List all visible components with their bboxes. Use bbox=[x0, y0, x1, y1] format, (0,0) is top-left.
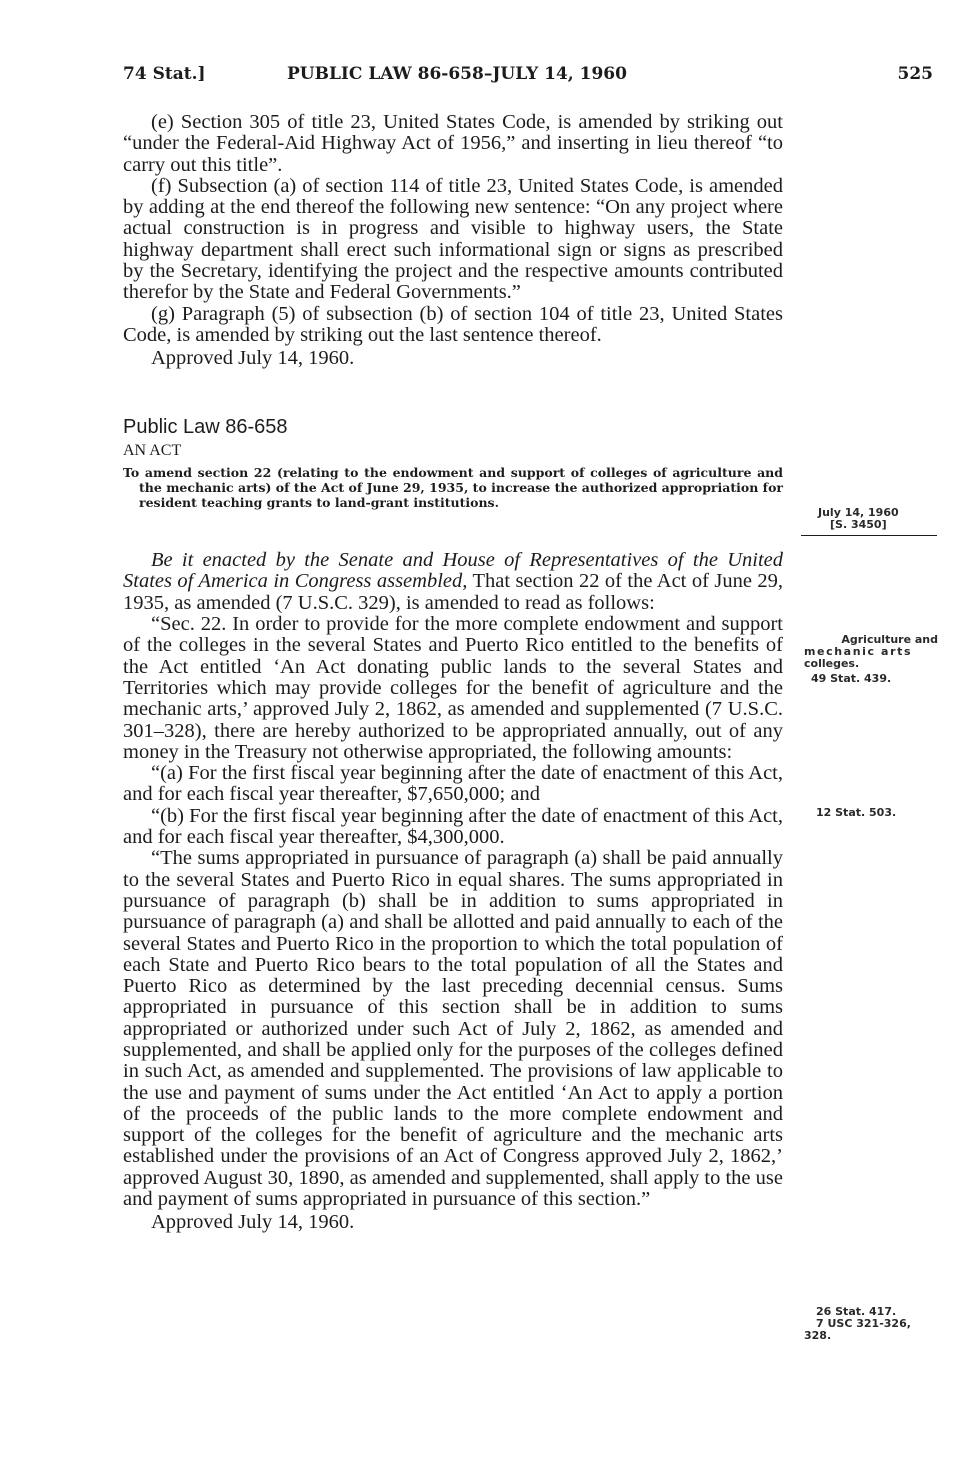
paragraph-f: (f) Subsection (a) of section 114 of title 23, United States Code, is amended by adding at the end thereof the following new sentence: “On any project where actual construction is in progress and visible to highway users, the State highway department shall erect such informational sign or signs as prescribed by the Secretary, identifying the project and the respective amounts contributed therefor by the State and Federal Governments.” bbox=[123, 174, 783, 304]
sidenote-agri-line2: mechanic arts bbox=[804, 645, 913, 658]
paragraph-g: (g) Paragraph (5) of subsection (b) of section 104 of title 23, United States Code, is amended by striking out the last sentence thereof. bbox=[123, 302, 783, 346]
section-22: “Sec. 22. In order to provide for the more complete endowment and support of the colleges in the several States and Puerto Rico entitled to the benefits of the Act entitled ‘An Act donating public lands to the several States and Territories which may provide colleges for the benefit of agriculture and the mechanic arts,’ approved July 2, 1862, as amended and supplemented (7 U.S.C. 301–328), there are hereby authorized to be appropriated annually, out of any money in the Treasury not otherwise appropriated, the following amounts: bbox=[123, 613, 783, 763]
page-header bbox=[123, 64, 933, 90]
act-purpose-first-line: To amend section 22 (relating to the endowment and support of colleges of bbox=[123, 465, 667, 481]
approval-date-2: Approved July 14, 1960. bbox=[151, 1211, 355, 1234]
sidenote-agri-stat: 49 Stat. 439. bbox=[811, 672, 892, 685]
sidenote-rule bbox=[801, 535, 937, 536]
section-22-a: “(a) For the first fiscal year beginning after the date of enactment of this Act, and for each fiscal year thereafter, $7,650,000; and bbox=[123, 762, 783, 806]
running-title: PUBLIC LAW 86-658–JULY 14, 1960 bbox=[287, 64, 627, 84]
body-text bbox=[123, 112, 783, 1234]
sidenote-date bbox=[818, 507, 899, 531]
act-purpose-rest: agriculture and the mechanic arts) of the Act of June 29, 1935, to increase the authorized appropriation for resident teaching grants to land-grant institutions. bbox=[139, 465, 784, 511]
sidenote-26-stat-line1: 26 Stat. 417. bbox=[816, 1305, 897, 1318]
sidenote-agri-line3: colleges. bbox=[804, 657, 860, 670]
approval-date: Approved July 14, 1960. bbox=[151, 347, 355, 370]
volume-label: 74 Stat.] bbox=[123, 64, 206, 84]
act-purpose bbox=[123, 465, 783, 510]
sidenote-26-stat-line2: 7 USC 321-326, bbox=[816, 1317, 911, 1330]
enacting-clause bbox=[123, 550, 783, 614]
sidenote-26-stat bbox=[804, 1306, 911, 1342]
sidenote-agriculture bbox=[804, 634, 938, 685]
enacting-text: That section 22 of the Act of June 29, 1935, as amended (7 U.S.C. 329), is amended to read as follows: bbox=[123, 570, 783, 614]
paragraph-e: (e) Section 305 of title 23, United States Code, is amended by striking out “under the Federal-Aid Highway Act of 1956,” and inserting in lieu thereof “to carry out this title”. bbox=[123, 111, 783, 176]
an-act-heading: AN ACT bbox=[123, 441, 182, 459]
law-title: Public Law 86-658 bbox=[123, 415, 288, 438]
sidenote-date-line: July 14, 1960 bbox=[818, 506, 899, 519]
enacting-formula: Be it enacted by the Senate and House of Representatives of the United States of America in Congress assembled, bbox=[123, 549, 783, 593]
section-22-b: “(b) For the first fiscal year beginning after the date of enactment of this Act, and for each fiscal year thereafter, $4,300,000. bbox=[123, 804, 783, 849]
sidenote-12-stat: 12 Stat. 503. bbox=[816, 806, 897, 819]
sidenote-agri-line1: Agriculture and bbox=[841, 633, 938, 646]
sums-paragraph: “The sums appropriated in pursuance of paragraph (a) shall be paid annually to the several States and Puerto Rico in equal shares. The sums appropriated in pursuance of paragraph (b) shall be in addition to sums appropriated in pursuance of paragraph (a) and shall be allotted and paid annually to each of the several States and Puerto Rico in the proportion to which the total population of each State and Puerto Rico bears to the total population of all the States and Puerto Rico as determined by the last preceding decennial census. Sums appropriated in pursuance of this section shall be in addition to sums appropriated or authorized under such Act of July 2, 1862, as amended and supplemented, and shall be applied only for the purposes of the colleges defined in such Act, as amended and supplemented. The provisions of law applicable to the use and payment of sums under the Act entitled ‘An Act to apply a portion of the proceeds of the public lands to the more complete endowment and support of the colleges for the benefit of agriculture and the mechanic arts established under the provisions of an Act of Congress approved July 2, 1862,’ approved August 30, 1890, as amended and supplemented, shall apply to the use and payment of sums appropriated in pursuance of this section.” bbox=[123, 847, 783, 1211]
sidenote-bill-number: [S. 3450] bbox=[830, 518, 887, 531]
page-number: 525 bbox=[897, 64, 933, 84]
sidenote-26-stat-line3: 328. bbox=[804, 1329, 832, 1342]
